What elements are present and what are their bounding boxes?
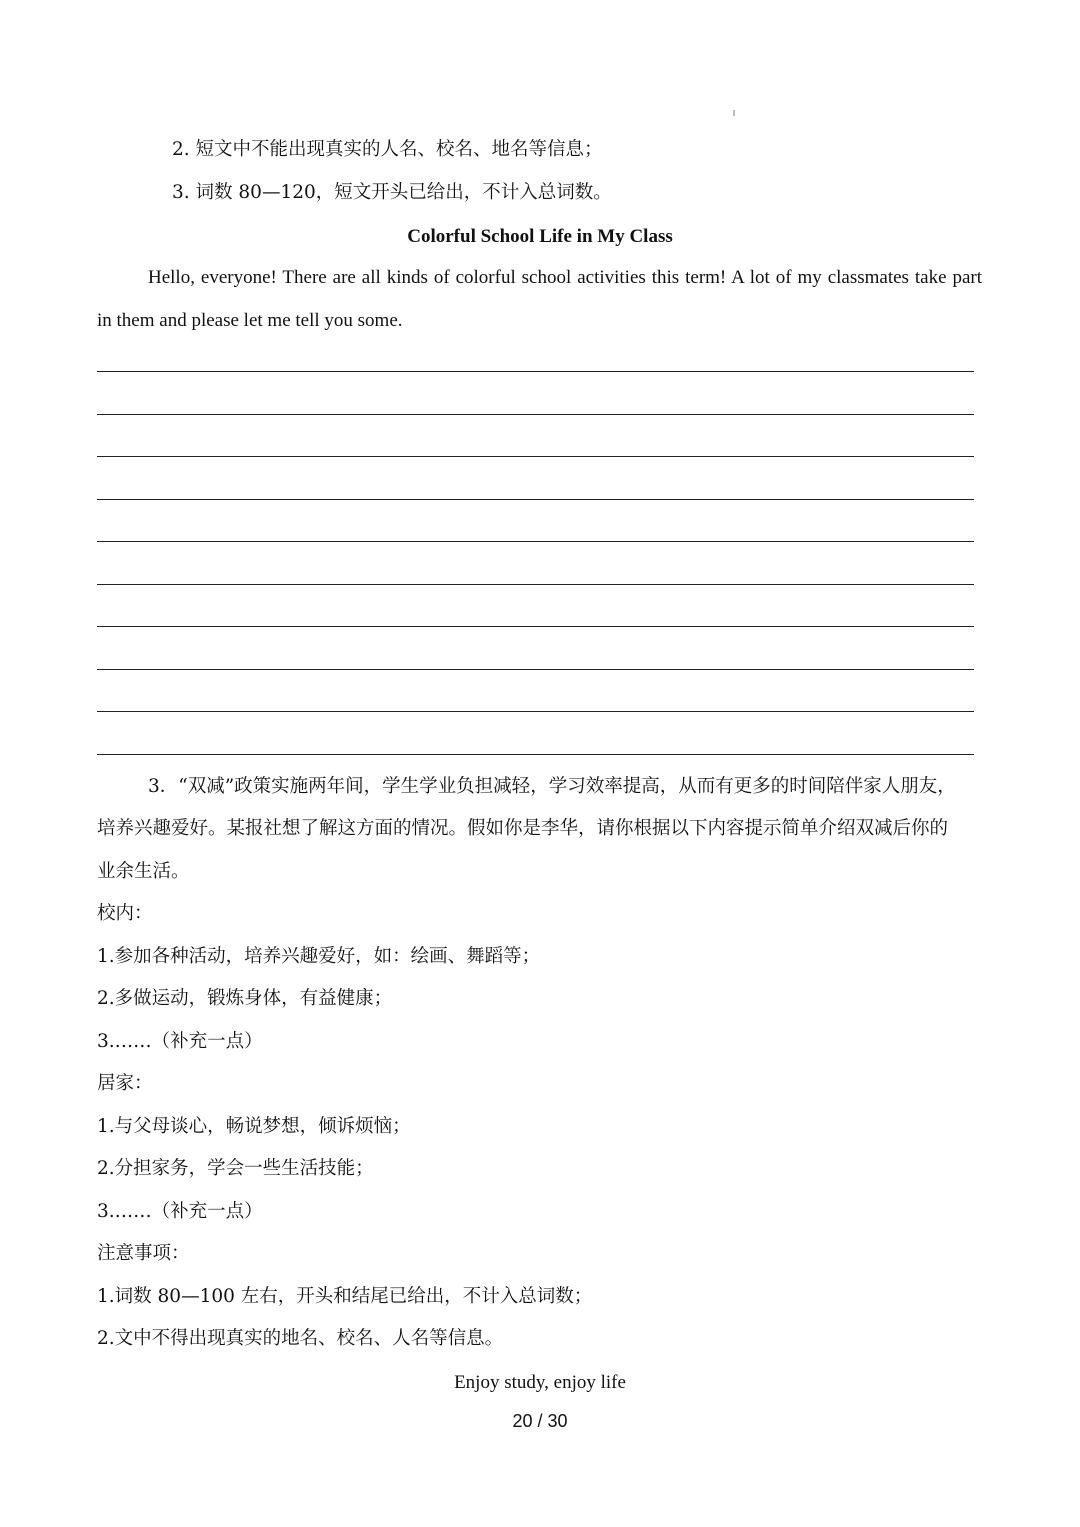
home-item: 2.分担家务，学会一些生活技能；: [97, 1158, 374, 1179]
home-item: 1.与父母谈心，畅说梦想，倾诉烦恼；: [97, 1116, 411, 1137]
writing-line[interactable]: [97, 754, 974, 755]
q3-prompt-line-1: 3．“双减”政策实施两年间，学生学业负担减轻，学习效率提高，从而有更多的时间陪伴家人朋友，: [148, 776, 956, 797]
school-item: 1.参加各种活动，培养兴趣爱好，如：绘画、舞蹈等；: [97, 946, 541, 967]
writing-line[interactable]: [97, 711, 974, 712]
q3-prompt-line-3: 业余生活。: [97, 861, 190, 882]
scan-mark: [733, 110, 735, 116]
home-heading: 居家：: [97, 1073, 153, 1094]
school-item: 3.……（补充一点）: [97, 1031, 263, 1052]
writing-line[interactable]: [97, 371, 974, 372]
notes-item: 2.文中不得出现真实的地名、校名、人名等信息。: [97, 1328, 504, 1349]
essay-opening-line-1: Hello, everyone! There are all kinds of colorful school activities this term! A lot of my classmates take part: [148, 267, 982, 288]
writing-line[interactable]: [97, 541, 974, 542]
page-number: 20 / 30: [512, 1411, 568, 1431]
home-item: 3.……（补充一点）: [97, 1201, 263, 1222]
writing-line[interactable]: [97, 626, 974, 627]
instruction-3: 3. 词数 80—120，短文开头已给出，不计入总词数。: [172, 182, 612, 203]
footer-motto: Enjoy study, enjoy life: [454, 1372, 626, 1393]
writing-line[interactable]: [97, 414, 974, 415]
writing-line[interactable]: [97, 499, 974, 500]
writing-line[interactable]: [97, 456, 974, 457]
instruction-2: 2. 短文中不能出现真实的人名、校名、地名等信息；: [172, 139, 603, 160]
school-item: 2.多做运动，锻炼身体，有益健康；: [97, 988, 393, 1009]
writing-line[interactable]: [97, 584, 974, 585]
writing-line[interactable]: [97, 669, 974, 670]
q3-prompt-line-2: 培养兴趣爱好。某报社想了解这方面的情况。假如你是李华，请你根据以下内容提示简单介绍双减后你的: [97, 818, 949, 839]
school-heading: 校内：: [97, 903, 153, 924]
essay-opening-line-2: in them and please let me tell you some.: [97, 310, 403, 331]
essay-title: Colorful School Life in My Class: [407, 226, 673, 247]
notes-item: 1.词数 80—100 左右，开头和结尾已给出，不计入总词数；: [97, 1286, 593, 1307]
notes-heading: 注意事项：: [97, 1243, 190, 1264]
